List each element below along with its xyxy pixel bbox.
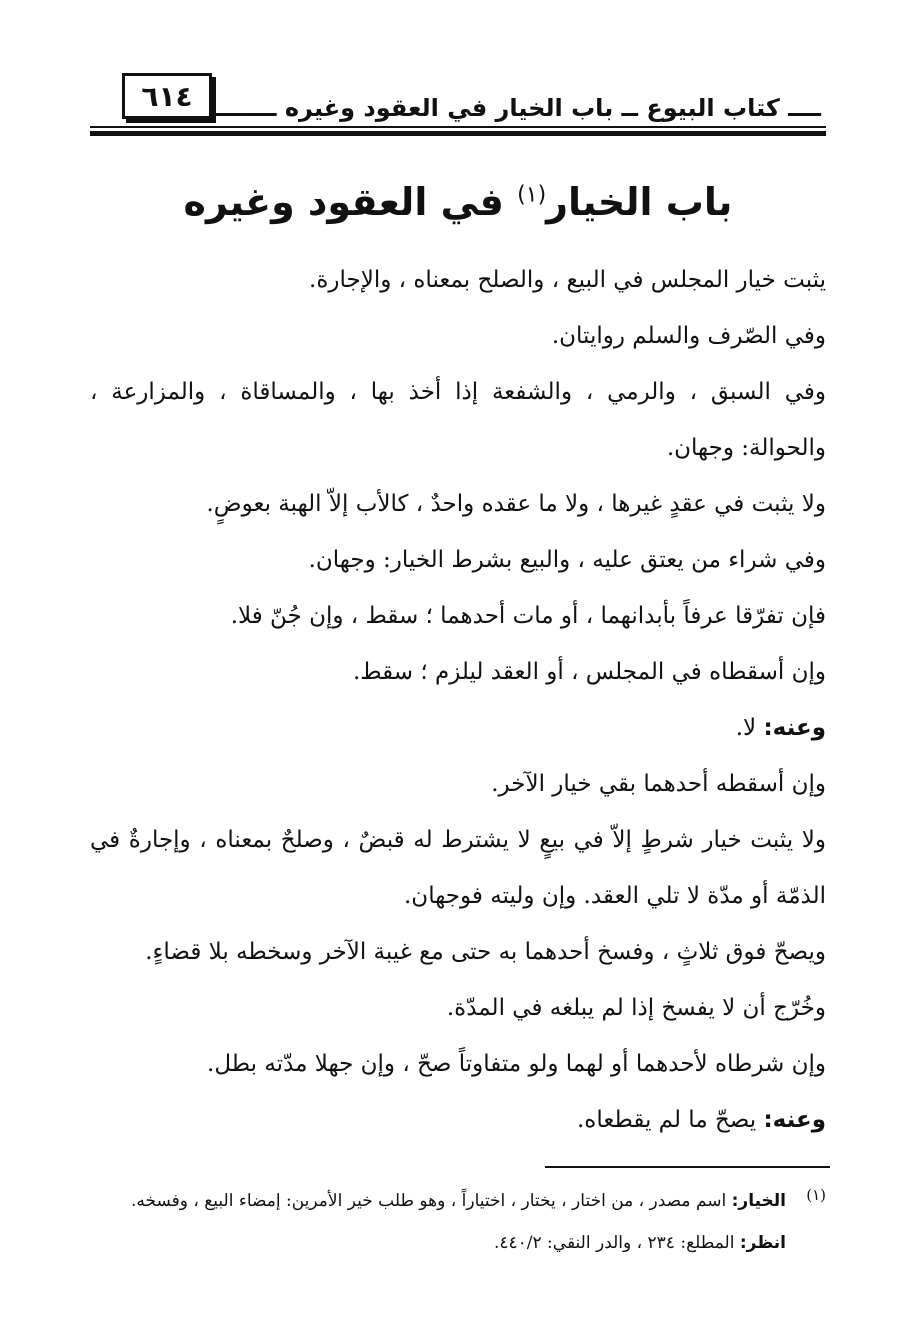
footnote-rule [545, 1166, 830, 1168]
page-number-box [122, 73, 212, 119]
footnote [90, 1180, 826, 1264]
paragraph: ويصحّ فوق ثلاثٍ ، وفسخ أحدهما به حتى مع غيبة الآخر وسخطه بلا قضاءٍ. [145, 939, 826, 965]
footnote-text [96, 1180, 786, 1264]
paragraph: وعنه: لا. [735, 715, 826, 741]
chapter-footnote-ref: (١) [517, 182, 547, 208]
paragraph: وإن أسقطاه في المجلس ، أو العقد ليلزم ؛ سقط. [352, 659, 826, 685]
paragraph: وخُرّج أن لا يفسخ إذا لم يبلغه في المدّة. [446, 995, 826, 1021]
chapter-title [90, 180, 826, 224]
chapter-title-rest: في العقود وغيره [183, 180, 518, 224]
paragraph: ولا يثبت خيار شرطٍ إلاّ في بيعٍ لا يشترط له قبضٌ ، وصلحٌ بمعناه ، وإجارةٌ في الذمّة أو مدّة لا تلي العقد. وإن وليته فوجهان. [90, 827, 826, 909]
footnote-source: المطلع: ٢٣٤ ، والدر النقي: ٤٤٠/٢. [493, 1233, 740, 1253]
chapter-title-main: باب الخيار [546, 180, 733, 224]
paragraph: وعنه: يصحّ ما لم يقطعاه. [577, 1107, 826, 1133]
paragraph: وإن أسقطه أحدهما بقي خيار الآخر. [491, 771, 826, 797]
paragraph: وإن شرطاه لأحدهما أو لهما ولو متفاوتاً صحّ ، وإن جهلا مدّته بطل. [207, 1051, 826, 1077]
paragraph: يثبت خيار المجلس في البيع ، والصلح بمعناه ، والإجارة. [309, 267, 826, 293]
paragraph: وفي شراء من يعتق عليه ، والبيع بشرط الخيار: وجهان. [308, 547, 826, 573]
footnote-definition: اسم مصدر ، من اختار ، يختار ، اختياراً ، وهو طلب خير الأمرين: إمضاء البيع ، وفسخه. [130, 1191, 732, 1211]
paragraph: وفي السبق ، والرمي ، والشفعة إذا أخذ بها ، والمساقاة ، والمزارعة ، والحوالة: وجهان. [90, 379, 826, 461]
page-number: ٦١٤ [141, 79, 193, 113]
paragraph: وفي الصّرف والسلم روايتان. [551, 323, 826, 349]
footnote-marker: (١) [806, 1186, 826, 1204]
header-rule-thick [90, 131, 826, 136]
paragraph: ولا يثبت في عقدٍ غيرها ، ولا ما عقده واحدٌ ، كالأب إلاّ الهبة بعوضٍ. [206, 491, 826, 517]
footnote-term: الخيار: [731, 1191, 786, 1211]
running-header: ــــ كتاب البيوع ــ باب الخيار في العقود وغيره ــــــــ [210, 94, 821, 122]
footnote-source-label: انظر: [739, 1233, 786, 1253]
header-rule-thin [90, 126, 826, 128]
body-text [90, 252, 826, 1148]
paragraph: فإن تفرّقا عرفاً بأبدانهما ، أو مات أحدهما ؛ سقط ، وإن جُنّ فلا. [230, 603, 826, 629]
